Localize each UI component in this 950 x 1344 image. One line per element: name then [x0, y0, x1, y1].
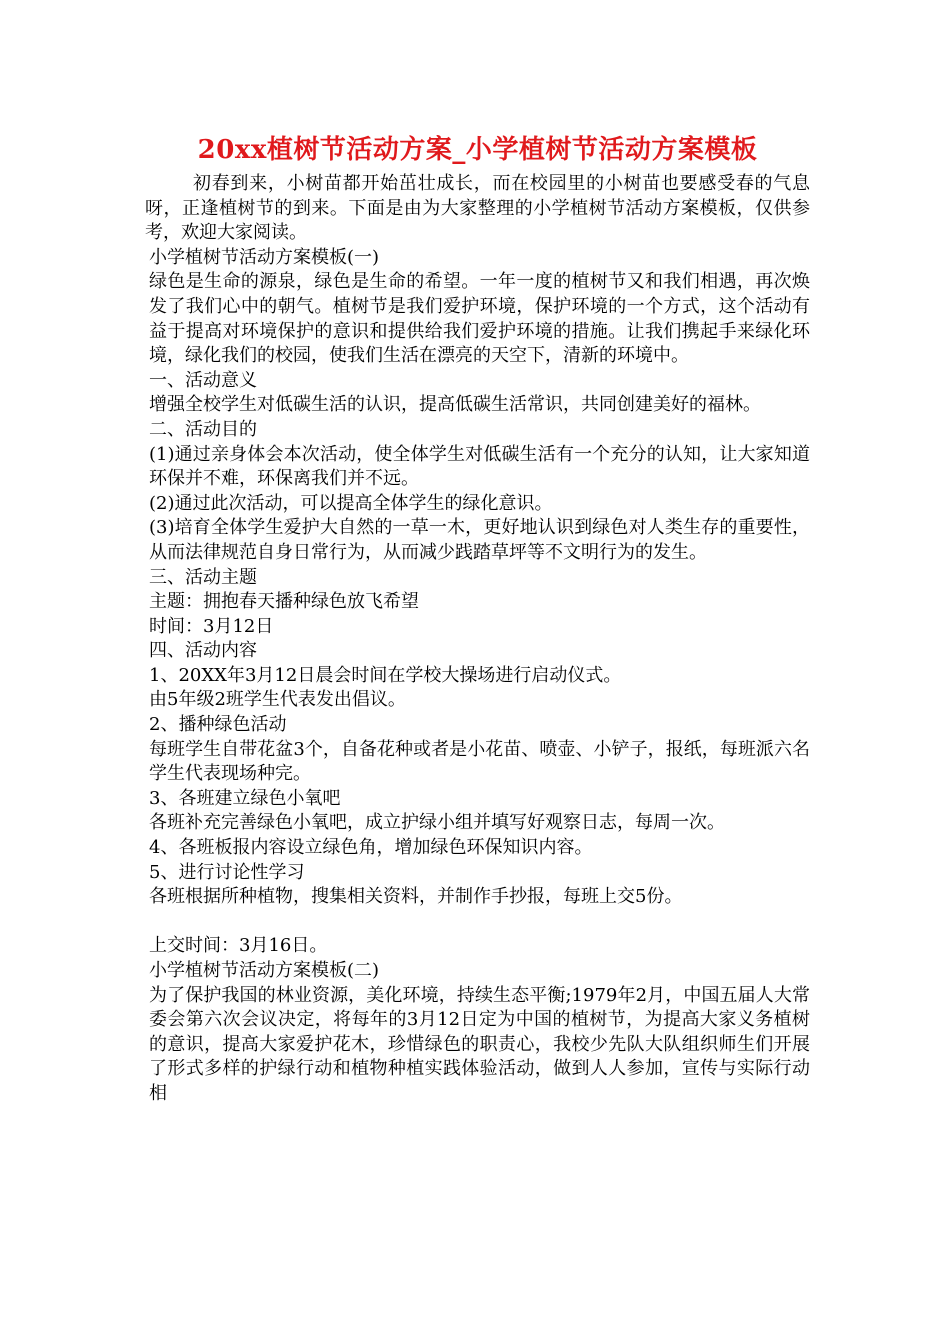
document-title: 20xx植树节活动方案_小学植树节活动方案模板 [197, 135, 758, 165]
blank-line [145, 910, 810, 935]
time-line: 时间：3月12日 [149, 615, 274, 637]
template-two-heading: 小学植树节活动方案模板(二) [149, 960, 380, 981]
intro-paragraph: 初春到来，小树苗都开始茁壮成长，而在校园里的小树苗也要感受春的气息呀，正逢植树节的到来。下面是由为大家整理的小学植树节活动方案模板，仅供参考，欢迎大家阅读。 [145, 173, 810, 244]
purpose-item-2: (2)通过此次活动，可以提高全体学生的绿化意识。 [149, 492, 553, 514]
purpose-item-3: (3)培育全体学生爱护大自然的一草一木，更好地认识到绿色对人类生存的重要性，从而法律规范自身日常行为，从而减少践踏草坪等不文明行为的发生。 [149, 517, 810, 563]
section-heading-theme: 三、活动主题 [149, 566, 257, 588]
content-item-3-detail: 各班补充完善绿色小氧吧，成立护绿小组并填写好观察日志，每周一次。 [149, 812, 725, 834]
content-item-3: 3、各班建立绿色小氧吧 [149, 787, 341, 809]
section-heading-content: 四、活动内容 [149, 640, 257, 662]
content-item-1-detail: 由5年级2班学生代表发出倡议。 [149, 689, 406, 711]
template-one-intro: 绿色是生命的源泉，绿色是生命的希望。一年一度的植树节又和我们相遇，再次焕发了我们心中的朝气。植树节是我们爱护环境，保护环境的一个方式，这个活动有益于提高对环境保护的意识和提供给我们爱护环境的措施。让我们携起手来绿化环境，绿化我们的校园，使我们生活在漂亮的天空下，清新的环境中。 [149, 271, 810, 367]
content-item-5-detail: 各班根据所种植物，搜集相关资料，并制作手抄报，每班上交5份。 [149, 886, 683, 908]
template-one-heading: 小学植树节活动方案模板(一) [149, 246, 380, 268]
theme-line: 主题：拥抱春天播种绿色放飞希望 [149, 591, 419, 613]
purpose-item-1: (1)通过亲身体会本次活动，使全体学生对低碳生活有一个充分的认知，让大家知道环保并不难，环保离我们并不远。 [149, 443, 810, 490]
content-item-5: 5、进行讨论性学习 [149, 861, 305, 883]
template-two-intro: 为了保护我国的林业资源，美化环境，持续生态平衡;1979年2月，中国五届人大常委会第六次会议决定，将每年的3月12日定为中国的植树节，为提高大家义务植树的意识，提高大家爱护花木，珍惜绿色的职责心，我校少先队大队组织师生们开展了形式多样的护绿行动和植物种植实践体验活动，做到人人参加，宣传与实际行动相 [149, 984, 810, 1104]
submit-time-line: 上交时间：3月16日。 [149, 935, 328, 957]
document-page [145, 128, 810, 1107]
section-heading-meaning: 一、活动意义 [149, 369, 257, 391]
content-item-2-detail: 每班学生自带花盆3个，自备花种或者是小花苗、喷壶、小铲子，报纸，每班派六名学生代表现场种完。 [149, 738, 810, 785]
section-heading-purpose: 二、活动目的 [149, 418, 257, 440]
content-item-4: 4、各班板报内容设立绿色角，增加绿色环保知识内容。 [149, 837, 593, 859]
content-item-2: 2、播种绿色活动 [149, 714, 287, 736]
section-body-meaning: 增强全校学生对低碳生活的认识，提高低碳生活常识，共同创建美好的福林。 [149, 394, 761, 416]
content-item-1: 1、20XX年3月12日晨会时间在学校大操场进行启动仪式。 [149, 664, 622, 686]
